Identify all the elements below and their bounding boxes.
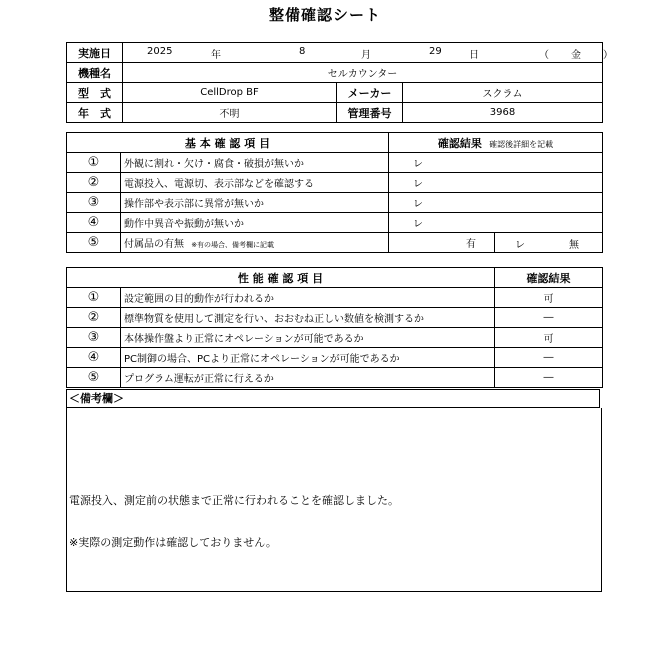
basic-header-item: 基 本 確 認 項 目 bbox=[67, 133, 389, 153]
type-label: 型 式 bbox=[67, 83, 123, 103]
check-item-text: プログラム運転が正常に行えるか bbox=[121, 368, 495, 388]
remarks-line-1: 電源投入、測定前の状態まで正常に行われることを確認しました。 bbox=[69, 494, 399, 507]
check-item-text: 設定範囲の目的動作が行われるか bbox=[121, 288, 495, 308]
accessory-mark: レ bbox=[515, 240, 525, 251]
weekday-open: （ bbox=[539, 50, 549, 61]
check-result: ― bbox=[495, 348, 603, 368]
check-result: ― bbox=[495, 308, 603, 328]
model-value: セルカウンター bbox=[123, 63, 603, 83]
remarks-box bbox=[66, 408, 602, 592]
check-result: レ bbox=[389, 213, 603, 233]
day-value: 29 bbox=[429, 46, 442, 57]
mgmt-label: 管理番号 bbox=[337, 103, 403, 123]
basic-header-result bbox=[389, 133, 603, 153]
check-item-text: 標準物質を使用して測定を行い、おおむね正しい数値を検測するか bbox=[121, 308, 495, 328]
maker-label: メーカー bbox=[337, 83, 403, 103]
table-row bbox=[67, 308, 603, 328]
row-number: ③ bbox=[67, 193, 121, 213]
check-result: 可 bbox=[495, 328, 603, 348]
check-item-text: 本体操作盤より正常にオペレーションが可能であるか bbox=[121, 328, 495, 348]
check-result: 可 bbox=[495, 288, 603, 308]
table-row bbox=[67, 213, 603, 233]
row-number: ② bbox=[67, 173, 121, 193]
year-value: 2025 bbox=[147, 46, 173, 57]
performance-check-table bbox=[66, 267, 603, 388]
weekday-value: 金 bbox=[571, 50, 581, 61]
remarks-line-2: ※実際の測定動作は確認しておりません。 bbox=[69, 536, 277, 549]
month-value: 8 bbox=[299, 46, 306, 57]
accessory-no: 無 bbox=[569, 240, 579, 251]
table-row bbox=[67, 348, 603, 368]
row-number: ⑤ bbox=[67, 368, 121, 388]
check-item-text: PC制御の場合、PCより正常にオペレーションが可能であるか bbox=[121, 348, 495, 368]
accessory-yes: 有 bbox=[389, 233, 495, 253]
check-item-text: 操作部や表示部に異常が無いか bbox=[121, 193, 389, 213]
row-number: ① bbox=[67, 288, 121, 308]
table-row bbox=[67, 153, 603, 173]
row-number: ④ bbox=[67, 213, 121, 233]
row-number: ③ bbox=[67, 328, 121, 348]
check-result: ― bbox=[495, 368, 603, 388]
table-row bbox=[67, 328, 603, 348]
type-value: CellDrop BF bbox=[123, 83, 337, 103]
table-row bbox=[67, 288, 603, 308]
perf-header-result: 確認結果 bbox=[495, 268, 603, 288]
table-row bbox=[67, 233, 603, 253]
check-item-text: 動作中異音や振動が無いか bbox=[121, 213, 389, 233]
accessory-label: 付属品の有無 bbox=[124, 239, 184, 250]
perf-header-item: 性 能 確 認 項 目 bbox=[67, 268, 495, 288]
weekday-close: ） bbox=[603, 50, 613, 61]
check-item-text: 外観に割れ・欠け・腐食・破損が無いか bbox=[121, 153, 389, 173]
year-unit: 年 bbox=[211, 50, 221, 61]
basic-result-note: 確認後詳細を記載 bbox=[489, 139, 554, 149]
table-row bbox=[67, 173, 603, 193]
mgmt-value: 3968 bbox=[403, 103, 603, 123]
yearmodel-label: 年 式 bbox=[67, 103, 123, 123]
month-unit: 月 bbox=[361, 50, 371, 61]
basic-result-label: 確認結果 bbox=[437, 136, 482, 150]
table-row bbox=[67, 368, 603, 388]
row-number: ⑤ bbox=[67, 233, 121, 253]
basic-check-table bbox=[66, 132, 603, 253]
row-number: ④ bbox=[67, 348, 121, 368]
day-unit: 日 bbox=[469, 50, 479, 61]
check-item-text: 電源投入、電源切、表示部などを確認する bbox=[121, 173, 389, 193]
table-row bbox=[67, 193, 603, 213]
remarks-label: ＜備考欄＞ bbox=[66, 389, 600, 408]
check-result: レ bbox=[389, 153, 603, 173]
model-label: 機種名 bbox=[67, 63, 123, 83]
header-table bbox=[66, 42, 613, 123]
accessory-note: ※有の場合、備考欄に記載 bbox=[191, 241, 275, 249]
maker-value: スクラム bbox=[403, 83, 603, 103]
row-number: ② bbox=[67, 308, 121, 328]
date-value bbox=[123, 43, 613, 63]
yearmodel-value: 不明 bbox=[123, 103, 337, 123]
page-title: 整備確認シート bbox=[268, 6, 381, 24]
date-label: 実施日 bbox=[67, 43, 123, 63]
row-number: ① bbox=[67, 153, 121, 173]
check-result: レ bbox=[389, 173, 603, 193]
accessory-no-cell bbox=[495, 233, 603, 253]
check-item-text bbox=[121, 233, 389, 253]
check-result: レ bbox=[389, 193, 603, 213]
